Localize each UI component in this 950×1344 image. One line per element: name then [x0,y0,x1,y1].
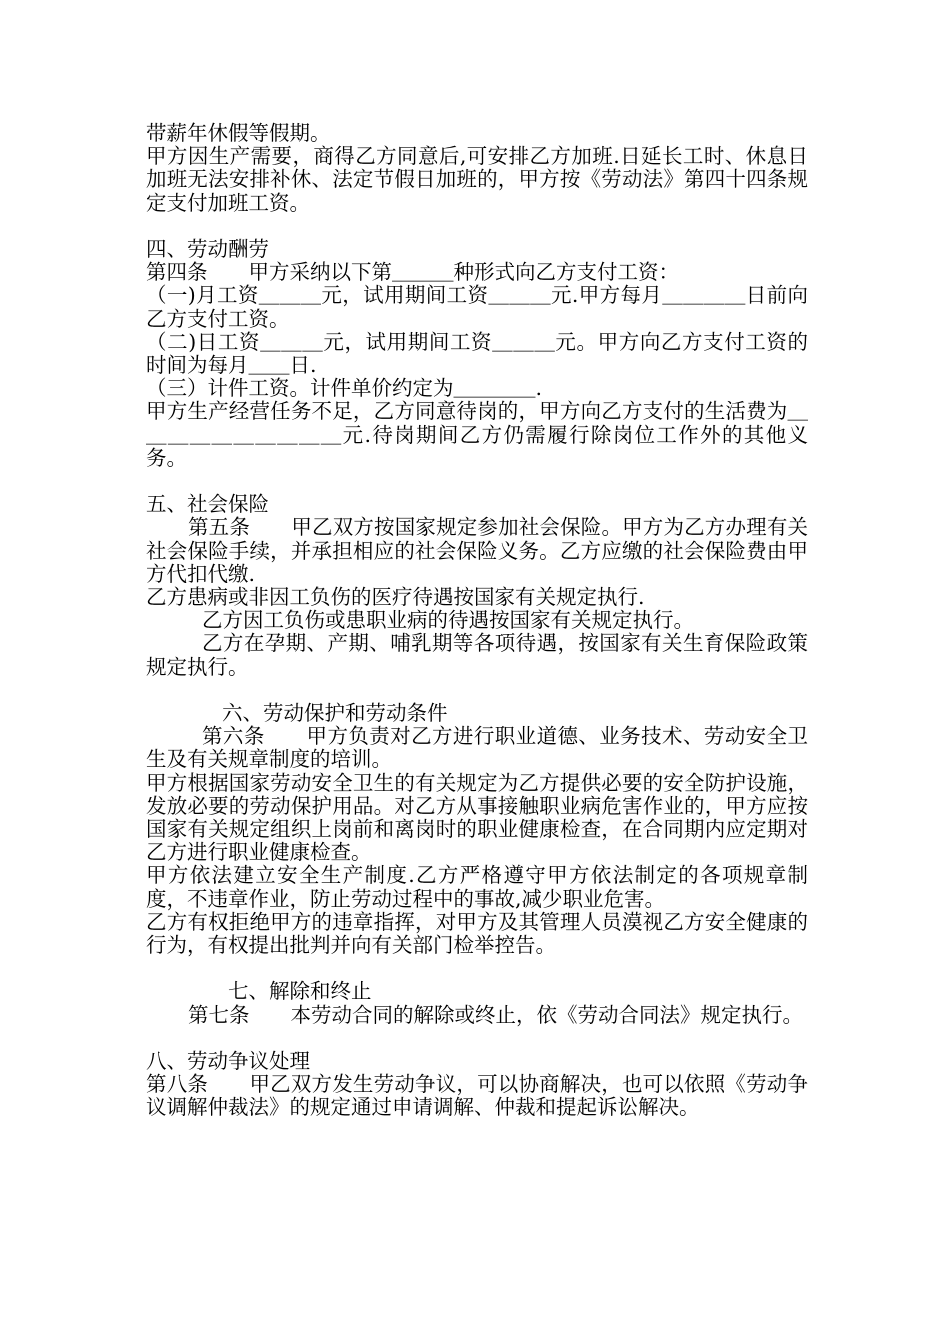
paragraph-right-to-refuse: 乙方有权拒绝甲方的违章指挥，对甲方及其管理人员漠视乙方安全健康的行为，有权提出批判并向有关部门检举控告。 [146,909,808,958]
blank-line [146,470,808,493]
blank-line [146,957,808,980]
clause-monthly-wage: （一)月工资＿＿＿元，试用期间工资＿＿＿元.甲方每月＿＿＿＿日前向乙方支付工资。 [146,283,808,331]
clause-daily-wage: （二)日工资＿＿＿元，试用期间工资＿＿＿元。甲方向乙方支付工资的时间为每月＿＿日. [146,329,808,378]
section-heading-remuneration: 四、劳动酬劳 [146,237,269,261]
paragraph-safety-facilities: 甲方根据国家劳动安全卫生的有关规定为乙方提供必要的安全防护设施，发放必要的劳动保护用品。对乙方从事接触职业病危害作业的，甲方应按国家有关规定组织上岗前和离岗时的职业健康检查，在合同期内应定期对乙方进行职业健康检查。 [146,770,808,865]
blank-line [146,1027,808,1050]
article-4: 第四条 甲方采纳以下第＿＿＿种形式向乙方支付工资： [146,260,679,285]
section-heading-labor-protection: 六、劳动保护和劳动条件 [222,701,448,726]
paragraph-work-injury: 乙方因工负伤或患职业病的待遇按国家有关规定执行。 [202,608,694,633]
article-8: 第八条 甲乙双方发生劳动争议，可以协商解决，也可以依照《劳动争议调解仲裁法》的规定通过申请调解、仲裁和提起诉讼解决。 [146,1072,808,1120]
blank-line [146,215,808,238]
section-heading-social-insurance: 五、社会保险 [146,492,269,517]
article-7: 第七条 本劳动合同的解除或终止，依《劳动合同法》规定执行。 [188,1002,803,1027]
paragraph-safety-rules: 甲方依法建立安全生产制度.乙方严格遵守甲方依法制定的各项规章制度，不违章作业，防止劳动过程中的事故,减少职业危害。 [146,863,808,911]
article-5: 第五条 甲乙双方按国家规定参加社会保险。甲方为乙方办理有关社会保险手续，并承担相应的社会保险义务。乙方应缴的社会保险费由甲方代扣代缴. [146,515,808,586]
blank-line [146,679,808,702]
paragraph-leave-continued: 带薪年休假等假期。 [146,121,331,145]
document-body [146,122,808,1120]
clause-piece-wage: （三）计件工资。计件单价约定为＿＿＿＿. [146,376,543,401]
section-heading-termination: 七、解除和终止 [228,979,372,1004]
paragraph-standby-allowance: 甲方生产经营任务不足，乙方同意待岗的，甲方向乙方支付的生活费为＿＿＿＿＿＿＿＿＿＿元.待岗期间乙方仍需履行除岗位工作外的其他义务。 [146,399,808,470]
section-heading-dispute: 八、劳动争议处理 [146,1049,310,1074]
article-6: 第六条 甲方负责对乙方进行职业道德、业务技术、劳动安全卫生及有关规章制度的培训。 [146,724,808,772]
paragraph-illness-treatment: 乙方患病或非因工负伤的医疗待遇按国家有关规定执行. [146,585,645,610]
paragraph-overtime: 甲方因生产需要，商得乙方同意后,可安排乙方加班.日延长工时、休息日加班无法安排补休、法定节假日加班的，甲方按《劳动法》第四十四条规定支付加班工资。 [146,144,808,215]
paragraph-maternity: 乙方在孕期、产期、哺乳期等各项待遇，按国家有关生育保险政策规定执行。 [146,631,808,679]
